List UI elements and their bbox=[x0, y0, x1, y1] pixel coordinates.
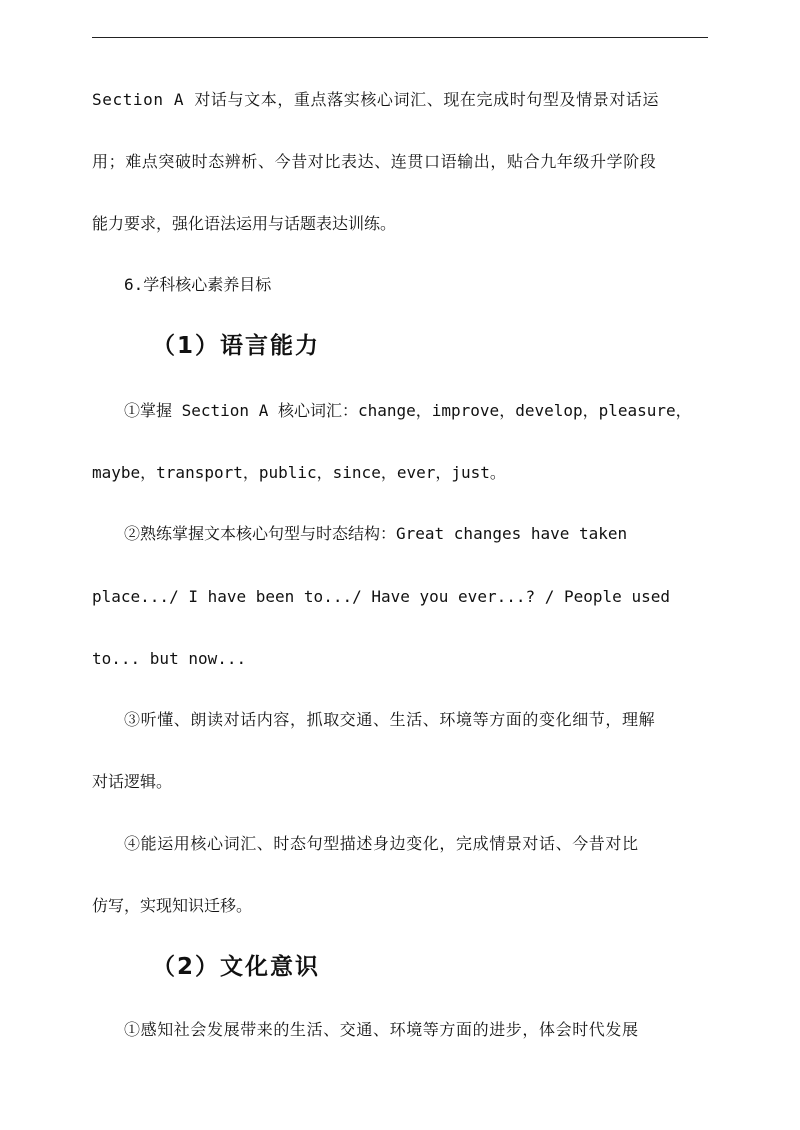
header-rule bbox=[92, 37, 708, 38]
language-item-3-line-2: 对话逻辑。 bbox=[92, 772, 173, 791]
language-item-4-line-2: 仿写，实现知识迁移。 bbox=[92, 896, 253, 915]
language-item-3-line-1: ③听懂、朗读对话内容，抓取交通、生活、环境等方面的变化细节，理解 bbox=[124, 710, 656, 729]
intro-line-1: Section A 对话与文本，重点落实核心词汇、现在完成时句型及情景对话运 bbox=[92, 90, 660, 109]
intro-line-2: 用；难点突破时态辨析、今昔对比表达、连贯口语输出，贴合九年级升学阶段 bbox=[92, 152, 657, 171]
language-item-1-line-2: maybe，transport，public，since，ever，just。 bbox=[92, 463, 506, 482]
language-item-2-line-3: to... but now... bbox=[92, 649, 247, 668]
intro-line-3: 能力要求，强化语法运用与话题表达训练。 bbox=[92, 214, 397, 233]
language-item-2-line-2: place.../ I have been to.../ Have you ever...? / People used bbox=[92, 587, 670, 606]
language-item-4-line-1: ④能运用核心词汇、时态句型描述身边变化，完成情景对话、今昔对比 bbox=[124, 834, 639, 853]
language-item-2-line-1: ②熟练掌握文本核心句型与时态结构：Great changes have taken bbox=[124, 524, 628, 543]
heading-language-ability: （1）语言能力 bbox=[152, 333, 321, 359]
section-title: 6.学科核心素养目标 bbox=[124, 275, 272, 294]
heading-cultural-awareness: （2）文化意识 bbox=[152, 954, 321, 980]
culture-item-1-line-1: ①感知社会发展带来的生活、交通、环境等方面的进步，体会时代发展 bbox=[124, 1020, 639, 1039]
language-item-1-line-1: ①掌握 Section A 核心词汇：change，improve，develop，pleasure， bbox=[124, 401, 692, 420]
